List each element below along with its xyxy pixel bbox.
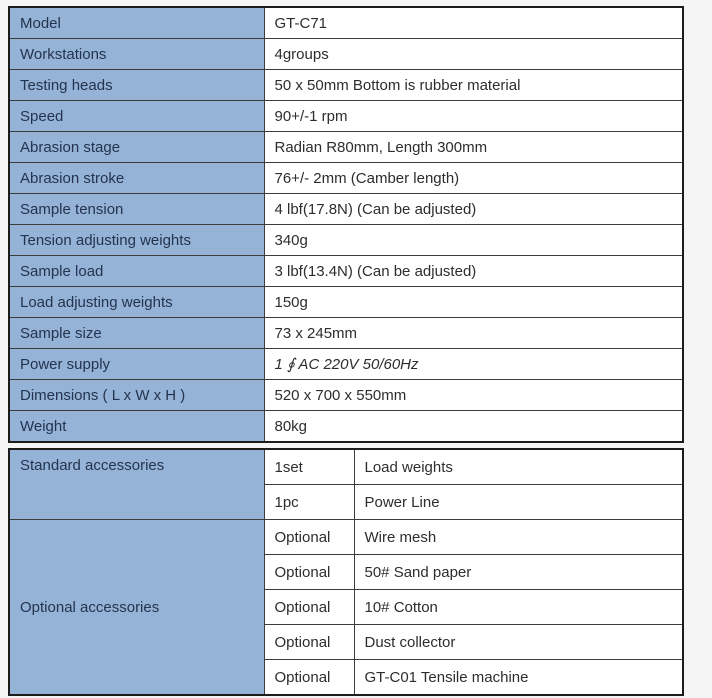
spec-label: Sample load [9, 256, 264, 287]
spec-value: 3 lbf(13.4N) (Can be adjusted) [264, 256, 683, 287]
spec-label: Weight [9, 411, 264, 443]
table-row [9, 380, 683, 411]
table-row [9, 256, 683, 287]
accessory-qty: 1pc [264, 485, 354, 520]
spec-value: 73 x 245mm [264, 318, 683, 349]
accessory-name: Wire mesh [354, 520, 683, 555]
spec-value: GT-C71 [264, 7, 683, 39]
spec-label: Model [9, 7, 264, 39]
table-row [9, 349, 683, 380]
accessory-qty: Optional [264, 660, 354, 696]
accessory-qty: Optional [264, 520, 354, 555]
accessory-name: Dust collector [354, 625, 683, 660]
spec-value: 1 ∮ AC 220V 50/60Hz [264, 349, 683, 380]
accessory-group-label: Standard accessories [9, 449, 264, 520]
accessories-table [8, 448, 684, 696]
accessory-qty: Optional [264, 625, 354, 660]
accessory-qty: Optional [264, 590, 354, 625]
spec-value: 90+/-1 rpm [264, 101, 683, 132]
spec-table [8, 6, 684, 443]
accessory-name: 10# Cotton [354, 590, 683, 625]
spec-value: 76+/- 2mm (Camber length) [264, 163, 683, 194]
spec-value: Radian R80mm, Length 300mm [264, 132, 683, 163]
spec-label: Load adjusting weights [9, 287, 264, 318]
spec-label: Workstations [9, 39, 264, 70]
table-row [9, 287, 683, 318]
spec-label: Sample tension [9, 194, 264, 225]
table-row [9, 225, 683, 256]
accessory-name: Load weights [354, 449, 683, 485]
accessory-name: Power Line [354, 485, 683, 520]
spec-label: Sample size [9, 318, 264, 349]
spec-value: 50 x 50mm Bottom is rubber material [264, 70, 683, 101]
spec-label: Tension adjusting weights [9, 225, 264, 256]
table-row [9, 411, 683, 443]
spec-value: 4 lbf(17.8N) (Can be adjusted) [264, 194, 683, 225]
spec-value: 150g [264, 287, 683, 318]
table-row [9, 163, 683, 194]
accessory-qty: 1set [264, 449, 354, 485]
spec-label: Abrasion stroke [9, 163, 264, 194]
accessory-qty: Optional [264, 555, 354, 590]
table-row [9, 39, 683, 70]
table-row [9, 7, 683, 39]
accessory-name: GT-C01 Tensile machine [354, 660, 683, 696]
table-row [9, 101, 683, 132]
spec-value: 520 x 700 x 550mm [264, 380, 683, 411]
spec-value: 80kg [264, 411, 683, 443]
table-row [9, 132, 683, 163]
spec-label: Abrasion stage [9, 132, 264, 163]
table-row [9, 449, 683, 485]
spec-label: Dimensions ( L x W x H ) [9, 380, 264, 411]
spec-label: Power supply [9, 349, 264, 380]
accessory-name: 50# Sand paper [354, 555, 683, 590]
spec-value: 340g [264, 225, 683, 256]
table-row [9, 194, 683, 225]
table-row [9, 520, 683, 555]
spec-label: Testing heads [9, 70, 264, 101]
table-row [9, 70, 683, 101]
accessory-group-label: Optional accessories [9, 520, 264, 696]
table-row [9, 318, 683, 349]
spec-label: Speed [9, 101, 264, 132]
spec-value: 4groups [264, 39, 683, 70]
